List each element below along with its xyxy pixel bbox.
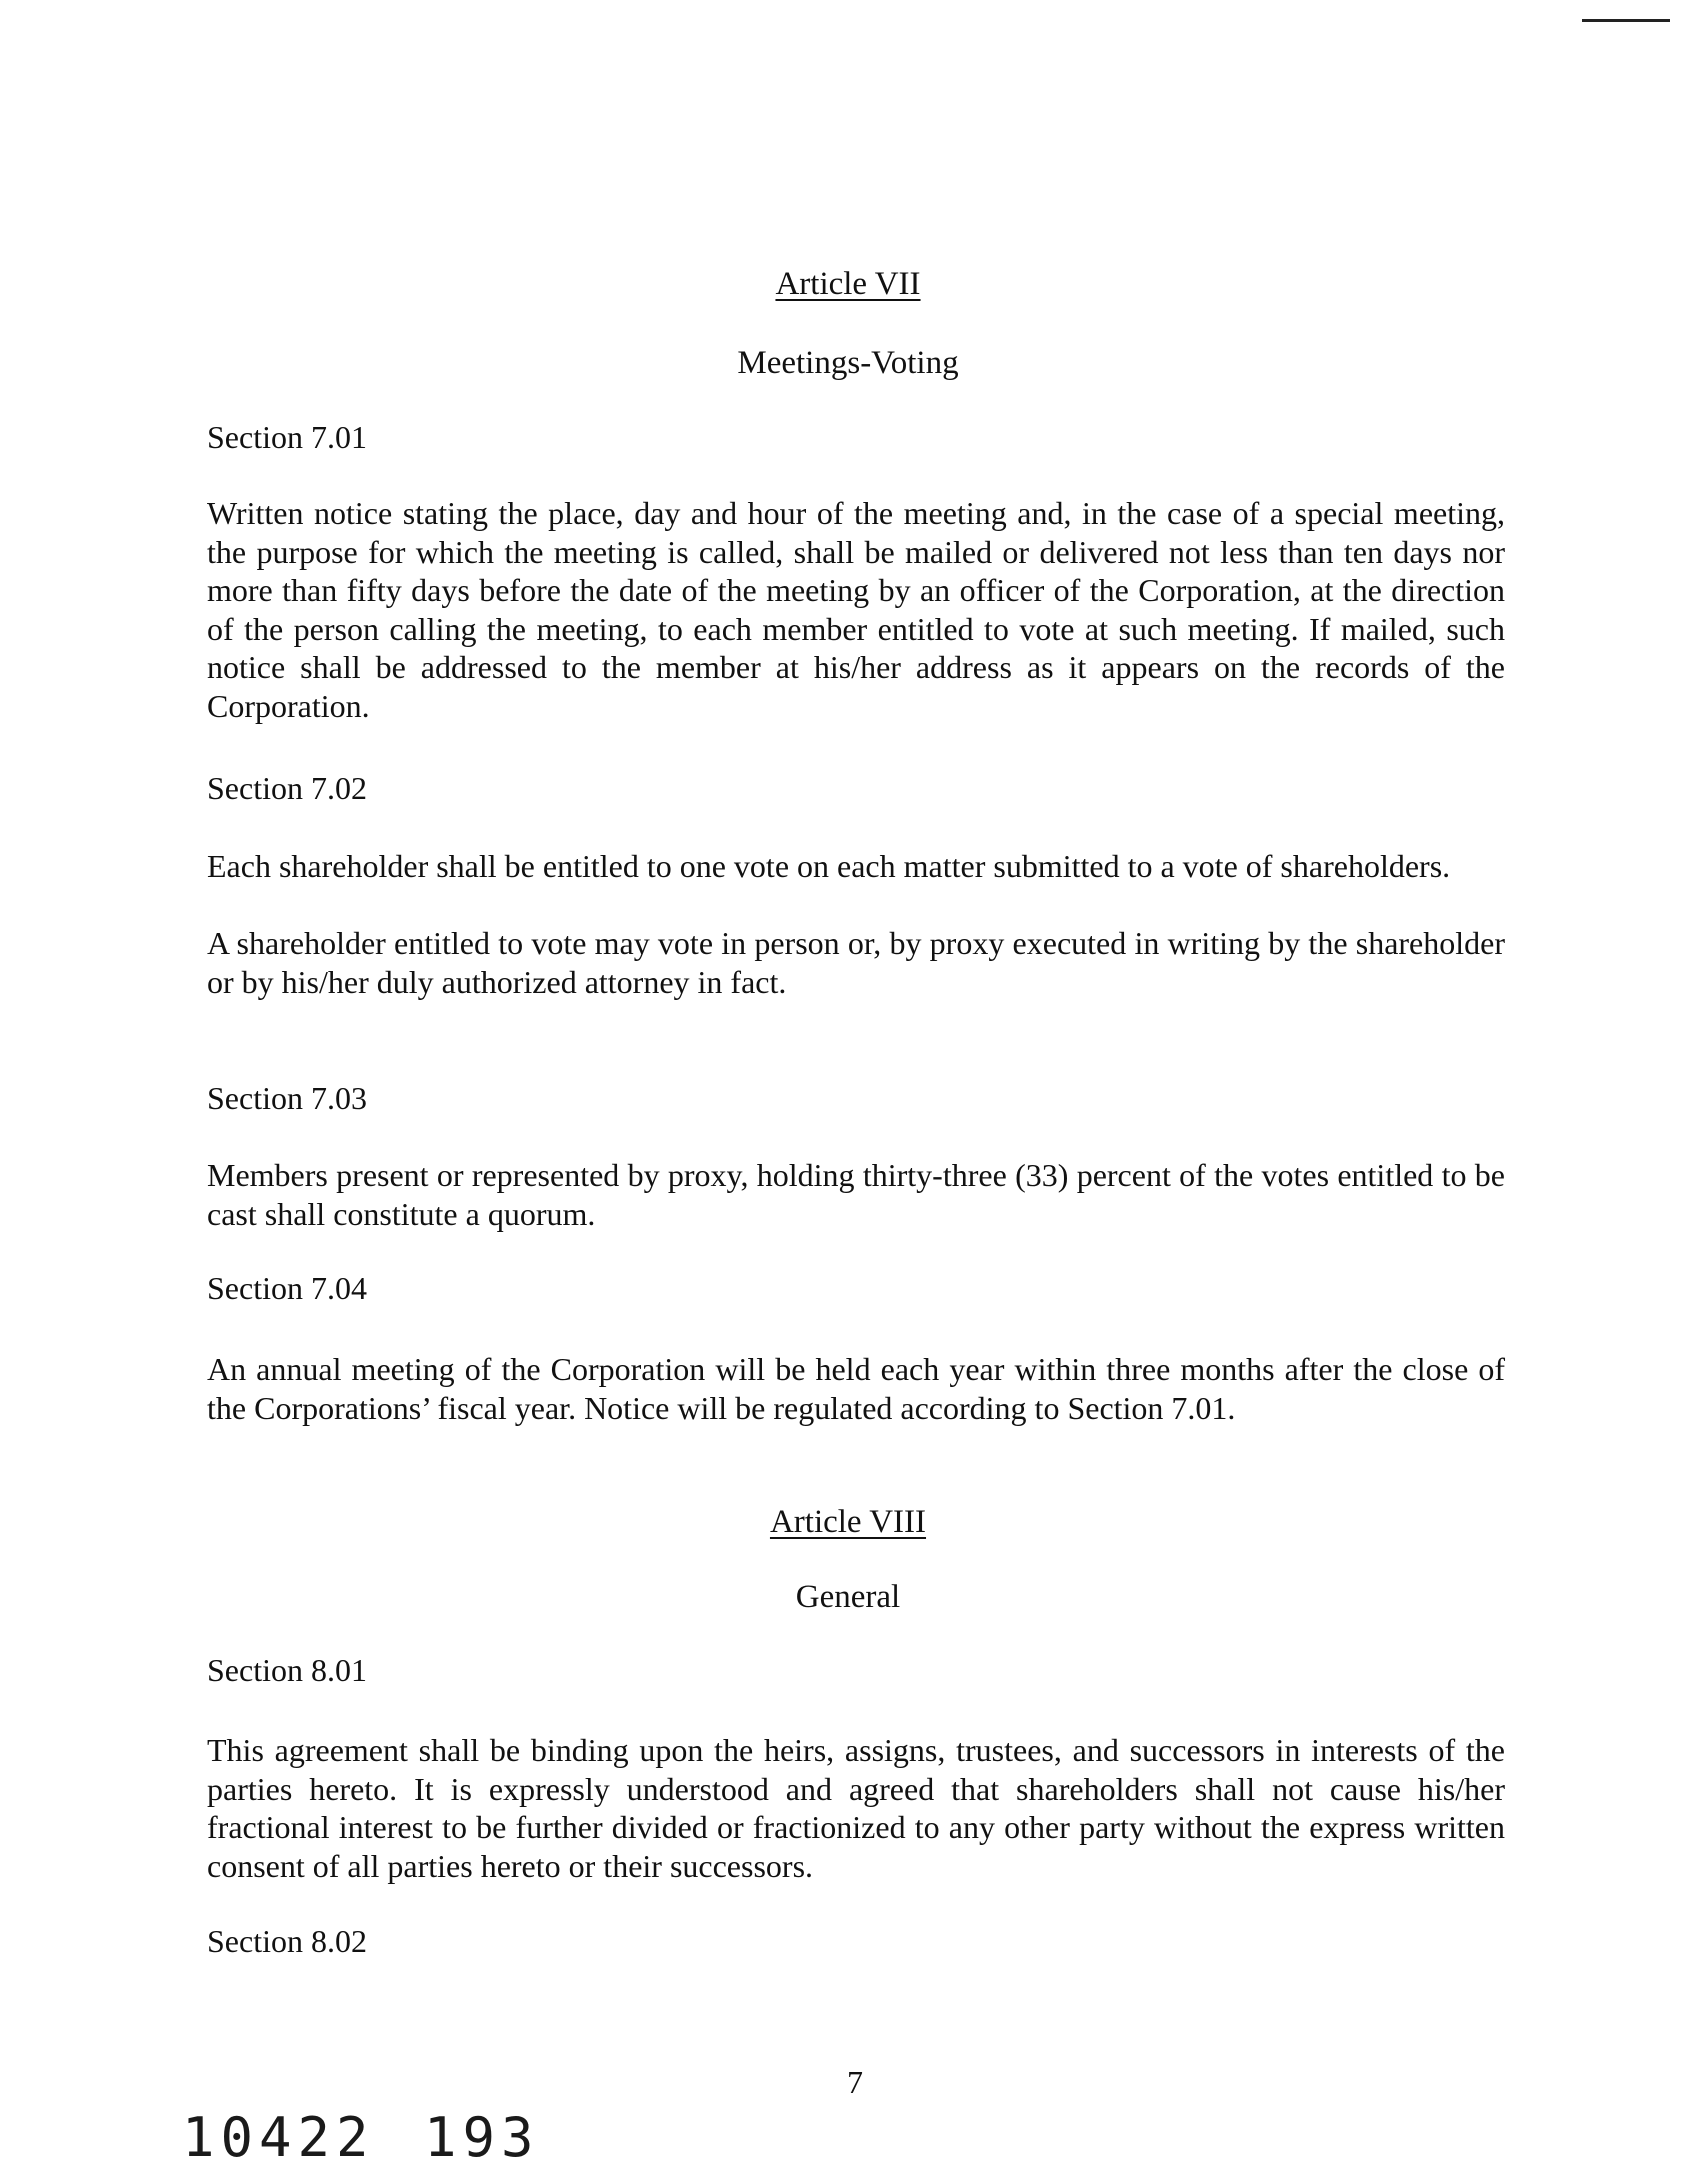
section-8-01-paragraph: This agreement shall be binding upon the heirs, assigns, trustees, and successors in interests of the parties hereto. It is expressly understood and agreed that shareholders shall not cause his/her fractional interest to be further divided or fractionized to any other party without the express written consent of all parties hereto or their successors. xyxy=(207,1732,1505,1884)
section-7-02-paragraph-1: Each shareholder shall be entitled to one vote on each matter submitted to a vote of shareholders. xyxy=(207,848,1451,884)
section-heading: Section 7.02 xyxy=(207,770,367,806)
section-7-02-paragraph-2: A shareholder entitled to vote may vote in person or, by proxy executed in writing by the shareholder or by his/her duly authorized attorney in fact. xyxy=(207,925,1505,1000)
recording-page-stamp: 193 xyxy=(424,2106,540,2169)
corner-scan-mark xyxy=(1582,19,1670,22)
article-7-subtitle: Meetings-Voting xyxy=(737,345,959,381)
article-title xyxy=(0,1502,1696,1542)
section-7-03-paragraph: Members present or represented by proxy, holding thirty-three (33) percent of the votes entitled to be cast shall constitute a quorum. xyxy=(207,1157,1505,1232)
section-heading: Section 7.04 xyxy=(207,1270,367,1306)
recording-book-stamp: 10422 xyxy=(182,2106,375,2169)
article-8-title: Article VIII xyxy=(769,1504,927,1540)
article-7-title: Article VII xyxy=(775,266,921,302)
article-8-subtitle: General xyxy=(795,1579,901,1615)
section-7-04-paragraph: An annual meeting of the Corporation will be held each year within three months after the close of the Corporations’ fiscal year. Notice will be regulated according to Section 7.01. xyxy=(207,1351,1505,1426)
section-heading: Section 8.02 xyxy=(207,1923,367,1959)
page-number: 7 xyxy=(847,2064,863,2100)
section-7-01-paragraph: Written notice stating the place, day and hour of the meeting and, in the case of a special meeting, the purpose for which the meeting is called, shall be mailed or delivered not less than ten days nor more than fifty days before the date of the meeting by an officer of the Corporation, at the direction of the person calling the meeting, to each member entitled to vote at such meeting. If mailed, such notice shall be addressed to the member at his/her address as it appears on the records of the Corporation. xyxy=(207,495,1505,724)
article-title xyxy=(0,264,1696,304)
section-heading: Section 7.01 xyxy=(207,419,367,455)
section-heading: Section 7.03 xyxy=(207,1080,367,1116)
section-heading: Section 8.01 xyxy=(207,1652,367,1688)
